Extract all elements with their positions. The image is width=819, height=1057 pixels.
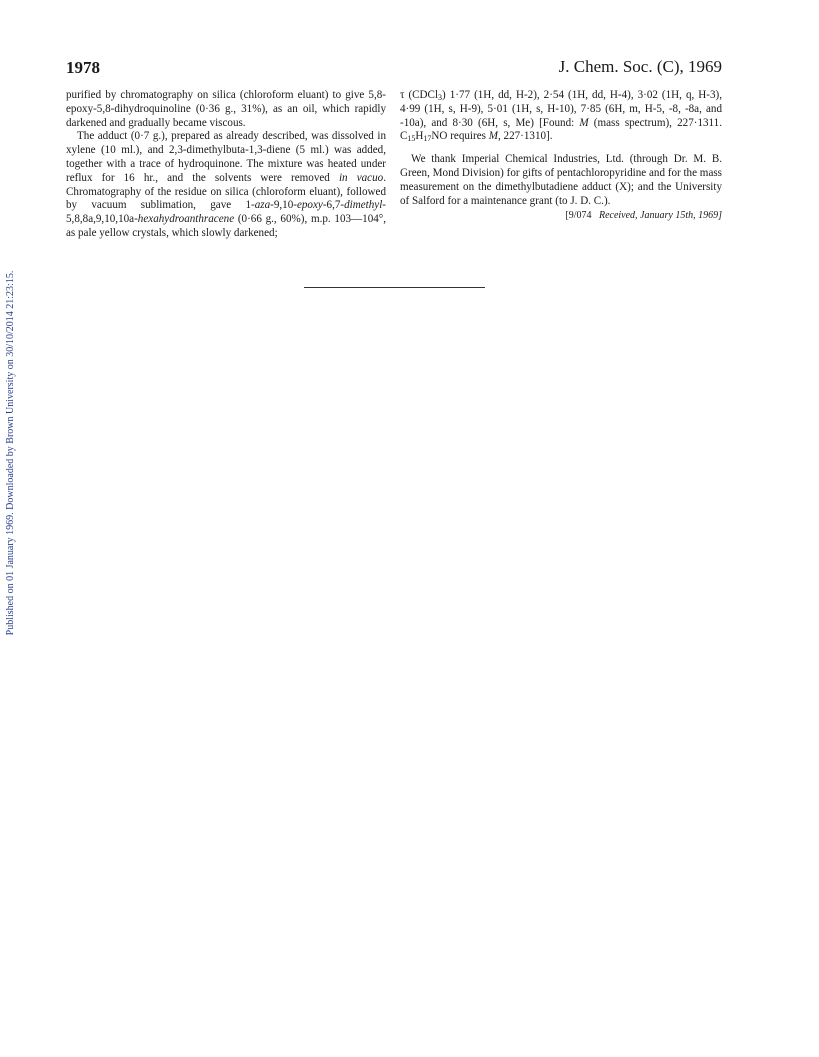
paragraph-adduct-procedure bbox=[66, 130, 386, 240]
text-run: τ (CDCl bbox=[400, 89, 439, 101]
text-run: -6,7- bbox=[322, 199, 345, 212]
end-rule bbox=[304, 287, 485, 288]
journal-title: J. Chem. Soc. (C), 1969 bbox=[558, 57, 722, 76]
text-run: -5,8,8a,9,10,10a- bbox=[66, 199, 386, 226]
subscript: 3 bbox=[438, 93, 443, 102]
text-run: -9,10- bbox=[270, 199, 297, 212]
text-run: (mass spectrum), 227·1311. C bbox=[400, 116, 722, 143]
publication-stamp-text: Published on 01 January 1969. Downloaded by Brown University on 30/10/2014 21:23:15. bbox=[5, 270, 16, 636]
subscript: 17 bbox=[423, 134, 432, 144]
right-column bbox=[400, 89, 722, 223]
italic-run: in vacuo bbox=[338, 171, 384, 184]
text-run: , 227·1310]. bbox=[497, 130, 553, 143]
italic-run: aza bbox=[254, 199, 271, 212]
italic-run: epoxy bbox=[296, 199, 323, 212]
received-date: Received, January 15th, 1969] bbox=[598, 210, 722, 222]
text-run: (0·66 g., 60%), m.p. 103—104°, as pale yellow crystals, which slowly darkened; bbox=[66, 213, 386, 239]
italic-run: dimethyl bbox=[344, 199, 383, 212]
text-run: . Chromatography of the residue on silica (chloroform eluant), followed by vacuum sublimation, gave 1- bbox=[66, 171, 386, 212]
text-run: The adduct (0·7 g.), prepared as already described, was dissolved in xylene (10 ml.), and 2,3-dimethylbuta-1,3-diene (5 ml.) was added, together with a trace of hydroquinone. The mixture was heated under reflux for 16 hr., and the solvents were removed bbox=[66, 130, 386, 184]
received-line bbox=[400, 209, 722, 223]
page-number: 1978 bbox=[66, 58, 100, 77]
paragraph-nmr-data bbox=[400, 89, 722, 144]
manuscript-ref: [9/074 bbox=[565, 210, 592, 222]
italic-run: M bbox=[579, 116, 589, 129]
left-column bbox=[66, 89, 386, 241]
text-run: H bbox=[415, 130, 424, 143]
italic-run: hexahydroanthracene bbox=[137, 213, 235, 226]
italic-run: M bbox=[488, 130, 498, 143]
acknowledgement-paragraph: We thank Imperial Chemical Industries, Ltd. (through Dr. M. B. Green, Mond Division) for gifts of pentachloropyridine and for the mass measurement on the dimethylbutadiene adduct (X); and the University of Salford for a maintenance grant (to J. D. C.). bbox=[400, 153, 722, 207]
publication-stamp bbox=[4, 253, 20, 653]
paragraph-epoxyquinoline: purified by chromatography on silica (chloroform eluant) to give 5,8-epoxy-5,8-dihydroquinoline (0·36 g., 31%), as an oil, which rapidly darkened and gradually became viscous. bbox=[66, 89, 386, 129]
text-run: NO requires bbox=[431, 130, 489, 143]
text-run: ) 1·77 (1H, dd, H-2), 2·54 (1H, dd, H-4), 3·02 (1H, q, H-3), 4·99 (1H, s, H-9), 5·01 (1H, s, H-10), 7·85 (6H, m, H-5, -8, -8a, and -10a), and 8·30 (6H, s, Me) [Found: bbox=[400, 89, 722, 129]
subscript: 15 bbox=[407, 134, 416, 144]
